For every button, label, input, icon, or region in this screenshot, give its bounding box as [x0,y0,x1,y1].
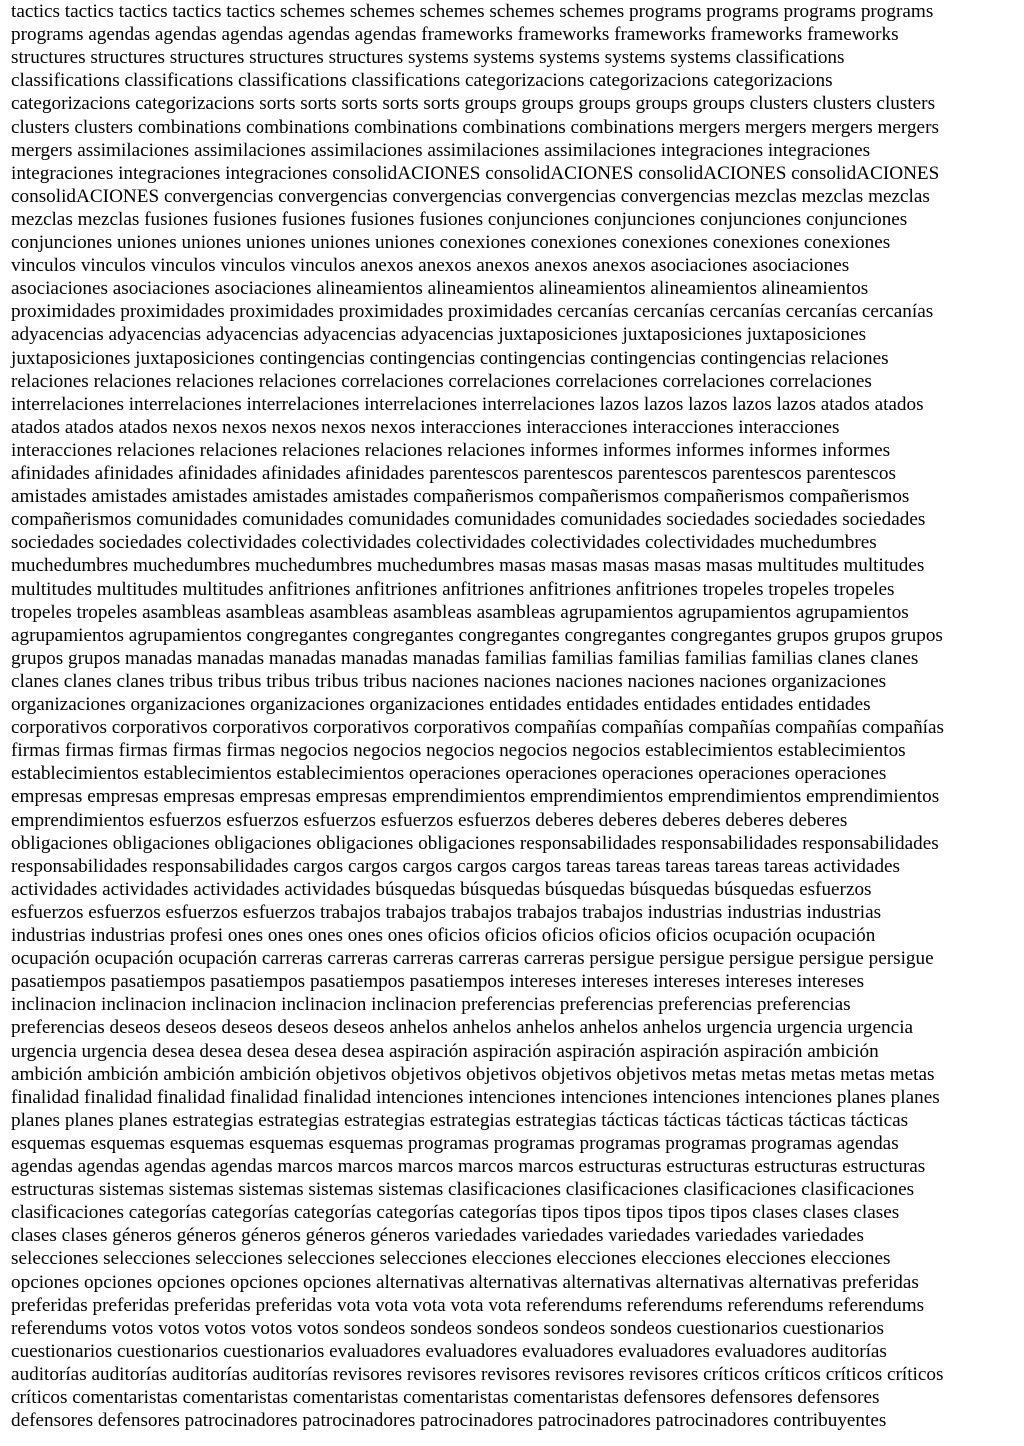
text-line: interrelaciones interrelaciones interrelaciones interrelaciones interrelaciones lazos lazos lazos lazos lazos atados atados [11,393,924,415]
text-line: clases clases géneros géneros géneros géneros géneros variedades variedades variedades variedades variedades [11,1225,864,1247]
text-line: selecciones selecciones selecciones selecciones selecciones elecciones elecciones elecciones elecciones elecciones [11,1248,891,1270]
text-line: programs agendas agendas agendas agendas agendas frameworks frameworks frameworks frameworks frameworks [11,24,899,46]
text-line: auditorías auditorías auditorías auditorías revisores revisores revisores revisores revisores críticos críticos críticos críticos [11,1363,944,1385]
text-line: clusters clusters combinations combinations combinations combinations combinations mergers mergers mergers mergers [11,116,939,138]
text-line: mezclas mezclas fusiones fusiones fusiones fusiones fusiones conjunciones conjunciones conjunciones conjunciones [11,208,908,230]
text-line: sociedades sociedades colectividades colectividades colectividades colectividades colectividades muchedumbres [11,532,877,554]
text-line: opciones opciones opciones opciones opciones alternativas alternativas alternativas alternativas alternativas preferidas [11,1271,919,1293]
text-line: inclinacion inclinacion inclinacion inclinacion inclinacion preferencias preferencias preferencias preferencias [11,994,851,1016]
text-line: industrias industrias profesi ones ones ones ones ones oficios oficios oficios oficios oficios ocupación ocupación [11,925,876,946]
text-line: empresas empresas empresas empresas empresas emprendimientos emprendimientos emprendimientos emprendimientos [11,786,940,808]
text-line: structures structures structures structures structures systems systems systems systems systems classifications [11,47,845,69]
text-line: juxtaposiciones juxtaposiciones contingencias contingencias contingencias contingencias contingencias relaciones [11,347,889,369]
text-line: interacciones relaciones relaciones relaciones relaciones relaciones informes informes informes informes informes [11,439,891,461]
text-line: finalidad finalidad finalidad finalidad finalidad intenciones intenciones intenciones intenciones intenciones planes planes [11,1086,940,1108]
text-line: defensores defensores patrocinadores patrocinadores patrocinadores patrocinadores patrocinadores contribuyentes [11,1410,887,1432]
text-line: estructuras sistemas sistemas sistemas sistemas sistemas clasificaciones clasificaciones clasificaciones clasificaciones [11,1179,915,1201]
text-line: urgencia urgencia desea desea desea desea desea aspiración aspiración aspiración aspiración aspiración ambición [11,1040,879,1062]
text-line: compañerismos comunidades comunidades comunidades comunidades comunidades sociedades sociedades sociedades [11,509,926,531]
text-line: firmas firmas firmas firmas firmas negocios negocios negocios negocios negocios establecimientos establecimientos [11,740,906,762]
text-line: integraciones integraciones integraciones consolidACIONES consolidACIONES consolidACIONES consolidACIONES [11,162,940,184]
text-line: mergers assimilaciones assimilaciones assimilaciones assimilaciones assimilaciones integraciones integraciones [11,139,871,161]
text-line: atados atados atados nexos nexos nexos nexos nexos interacciones interacciones interacciones interacciones [11,416,840,438]
text-line: pasatiempos pasatiempos pasatiempos pasatiempos pasatiempos intereses intereses intereses intereses intereses [11,971,865,993]
text-line: preferencias deseos deseos deseos deseos deseos anhelos anhelos anhelos anhelos anhelos urgencia urgencia urgencia [11,1017,914,1039]
text-line: asociaciones asociaciones asociaciones alineamientos alineamientos alineamientos alineamientos alineamientos [11,278,869,300]
text-line: adyacencias adyacencias adyacencias adyacencias adyacencias juxtaposiciones juxtaposiciones juxtaposiciones [11,324,867,346]
text-line: clanes clanes clanes tribus tribus tribus tribus tribus naciones naciones naciones naciones naciones organizaciones [11,670,887,692]
text-line: críticos comentaristas comentaristas comentaristas comentaristas comentaristas defensores defensores defensores [11,1387,880,1408]
text-line: proximidades proximidades proximidades proximidades proximidades cercanías cercanías cercanías cercanías cercanías [11,301,934,323]
text-line: agrupamientos agrupamientos congregantes congregantes congregantes congregantes congregantes grupos grupos grupos [11,624,943,646]
text-line: clasificaciones categorías categorías categorías categorías categorías tipos tipos tipos tipos tipos clases clases clases [11,1202,900,1224]
text-line: classifications classifications classifications classifications categorizacions categorizacions categorizacions [11,70,833,92]
text-line: organizaciones organizaciones organizaciones organizaciones entidades entidades entidades entidades entidades [11,694,871,715]
text-line: actividades actividades actividades actividades búsquedas búsquedas búsquedas búsquedas búsquedas esfuerzos [11,878,872,900]
text-line: afinidades afinidades afinidades afinidades afinidades parentescos parentescos parentescos parentescos parentescos [11,463,896,484]
text-line: establecimientos establecimientos establecimientos operaciones operaciones operaciones operaciones operaciones [11,763,887,785]
text-line: esquemas esquemas esquemas esquemas esquemas programas programas programas programas programas agendas [11,1132,899,1154]
text-line: cuestionarios cuestionarios cuestionarios evaluadores evaluadores evaluadores evaluadores evaluadores auditorías [11,1340,887,1362]
text-line: ambición ambición ambición ambición objetivos objetivos objetivos objetivos objetivos metas metas metas metas metas [11,1063,935,1085]
text-line: muchedumbres muchedumbres muchedumbres muchedumbres masas masas masas masas masas multitudes multitudes [11,555,925,577]
text-line: esfuerzos esfuerzos esfuerzos esfuerzos trabajos trabajos trabajos trabajos trabajos industrias industrias industrias [11,901,882,923]
text-line: emprendimientos esfuerzos esfuerzos esfuerzos esfuerzos esfuerzos deberes deberes deberes deberes deberes [11,809,848,831]
text-line: obligaciones obligaciones obligaciones obligaciones obligaciones responsabilidades responsabilidades responsabilidades [11,832,939,854]
text-line: tropeles tropeles asambleas asambleas asambleas asambleas asambleas agrupamientos agrupamientos agrupamientos [11,601,909,623]
text-line: grupos grupos manadas manadas manadas manadas manadas familias familias familias familias familias clanes clanes [11,647,919,669]
text-line: relaciones relaciones relaciones relaciones correlaciones correlaciones correlaciones correlaciones correlaciones [11,370,872,392]
text-line: preferidas preferidas preferidas preferidas vota vota vota vota vota referendums referendums referendums referendums [11,1294,925,1316]
text-line: ocupación ocupación ocupación carreras carreras carreras carreras carreras persigue persigue persigue persigue persigue [11,948,934,970]
text-line: vinculos vinculos vinculos vinculos vinculos anexos anexos anexos anexos anexos asociaciones asociaciones [11,255,850,277]
text-line: referendums votos votos votos votos votos sondeos sondeos sondeos sondeos sondeos cuestionarios cuestionarios [11,1317,884,1339]
text-line: multitudes multitudes multitudes anfitriones anfitriones anfitriones anfitriones anfitriones tropeles tropeles tropeles [11,578,895,600]
text-line: amistades amistades amistades amistades amistades compañerismos compañerismos compañerismos compañerismos [11,486,910,508]
text-line: planes planes planes estrategias estrategias estrategias estrategias estrategias tácticas tácticas tácticas tácticas tácticas [11,1109,909,1131]
text-line: agendas agendas agendas agendas marcos marcos marcos marcos marcos estructuras estructuras estructuras estructuras [11,1156,926,1177]
text-line: tactics tactics tactics tactics tactics schemes schemes schemes schemes schemes programs programs programs programs [11,1,934,22]
text-line: conjunciones uniones uniones uniones uniones uniones conexiones conexiones conexiones conexiones conexiones [11,232,891,253]
text-line: responsabilidades responsabilidades cargos cargos cargos cargos cargos tareas tareas tareas tareas tareas actividades [11,855,901,877]
text-line: corporativos corporativos corporativos corporativos corporativos compañías compañías compañías compañías compañías [11,717,944,739]
text-line: categorizacions categorizacions sorts sorts sorts sorts sorts groups groups groups groups groups clusters clusters clusters [11,93,936,115]
text-line: consolidACIONES convergencias convergencias convergencias convergencias convergencias mezclas mezclas mezclas [11,185,930,207]
